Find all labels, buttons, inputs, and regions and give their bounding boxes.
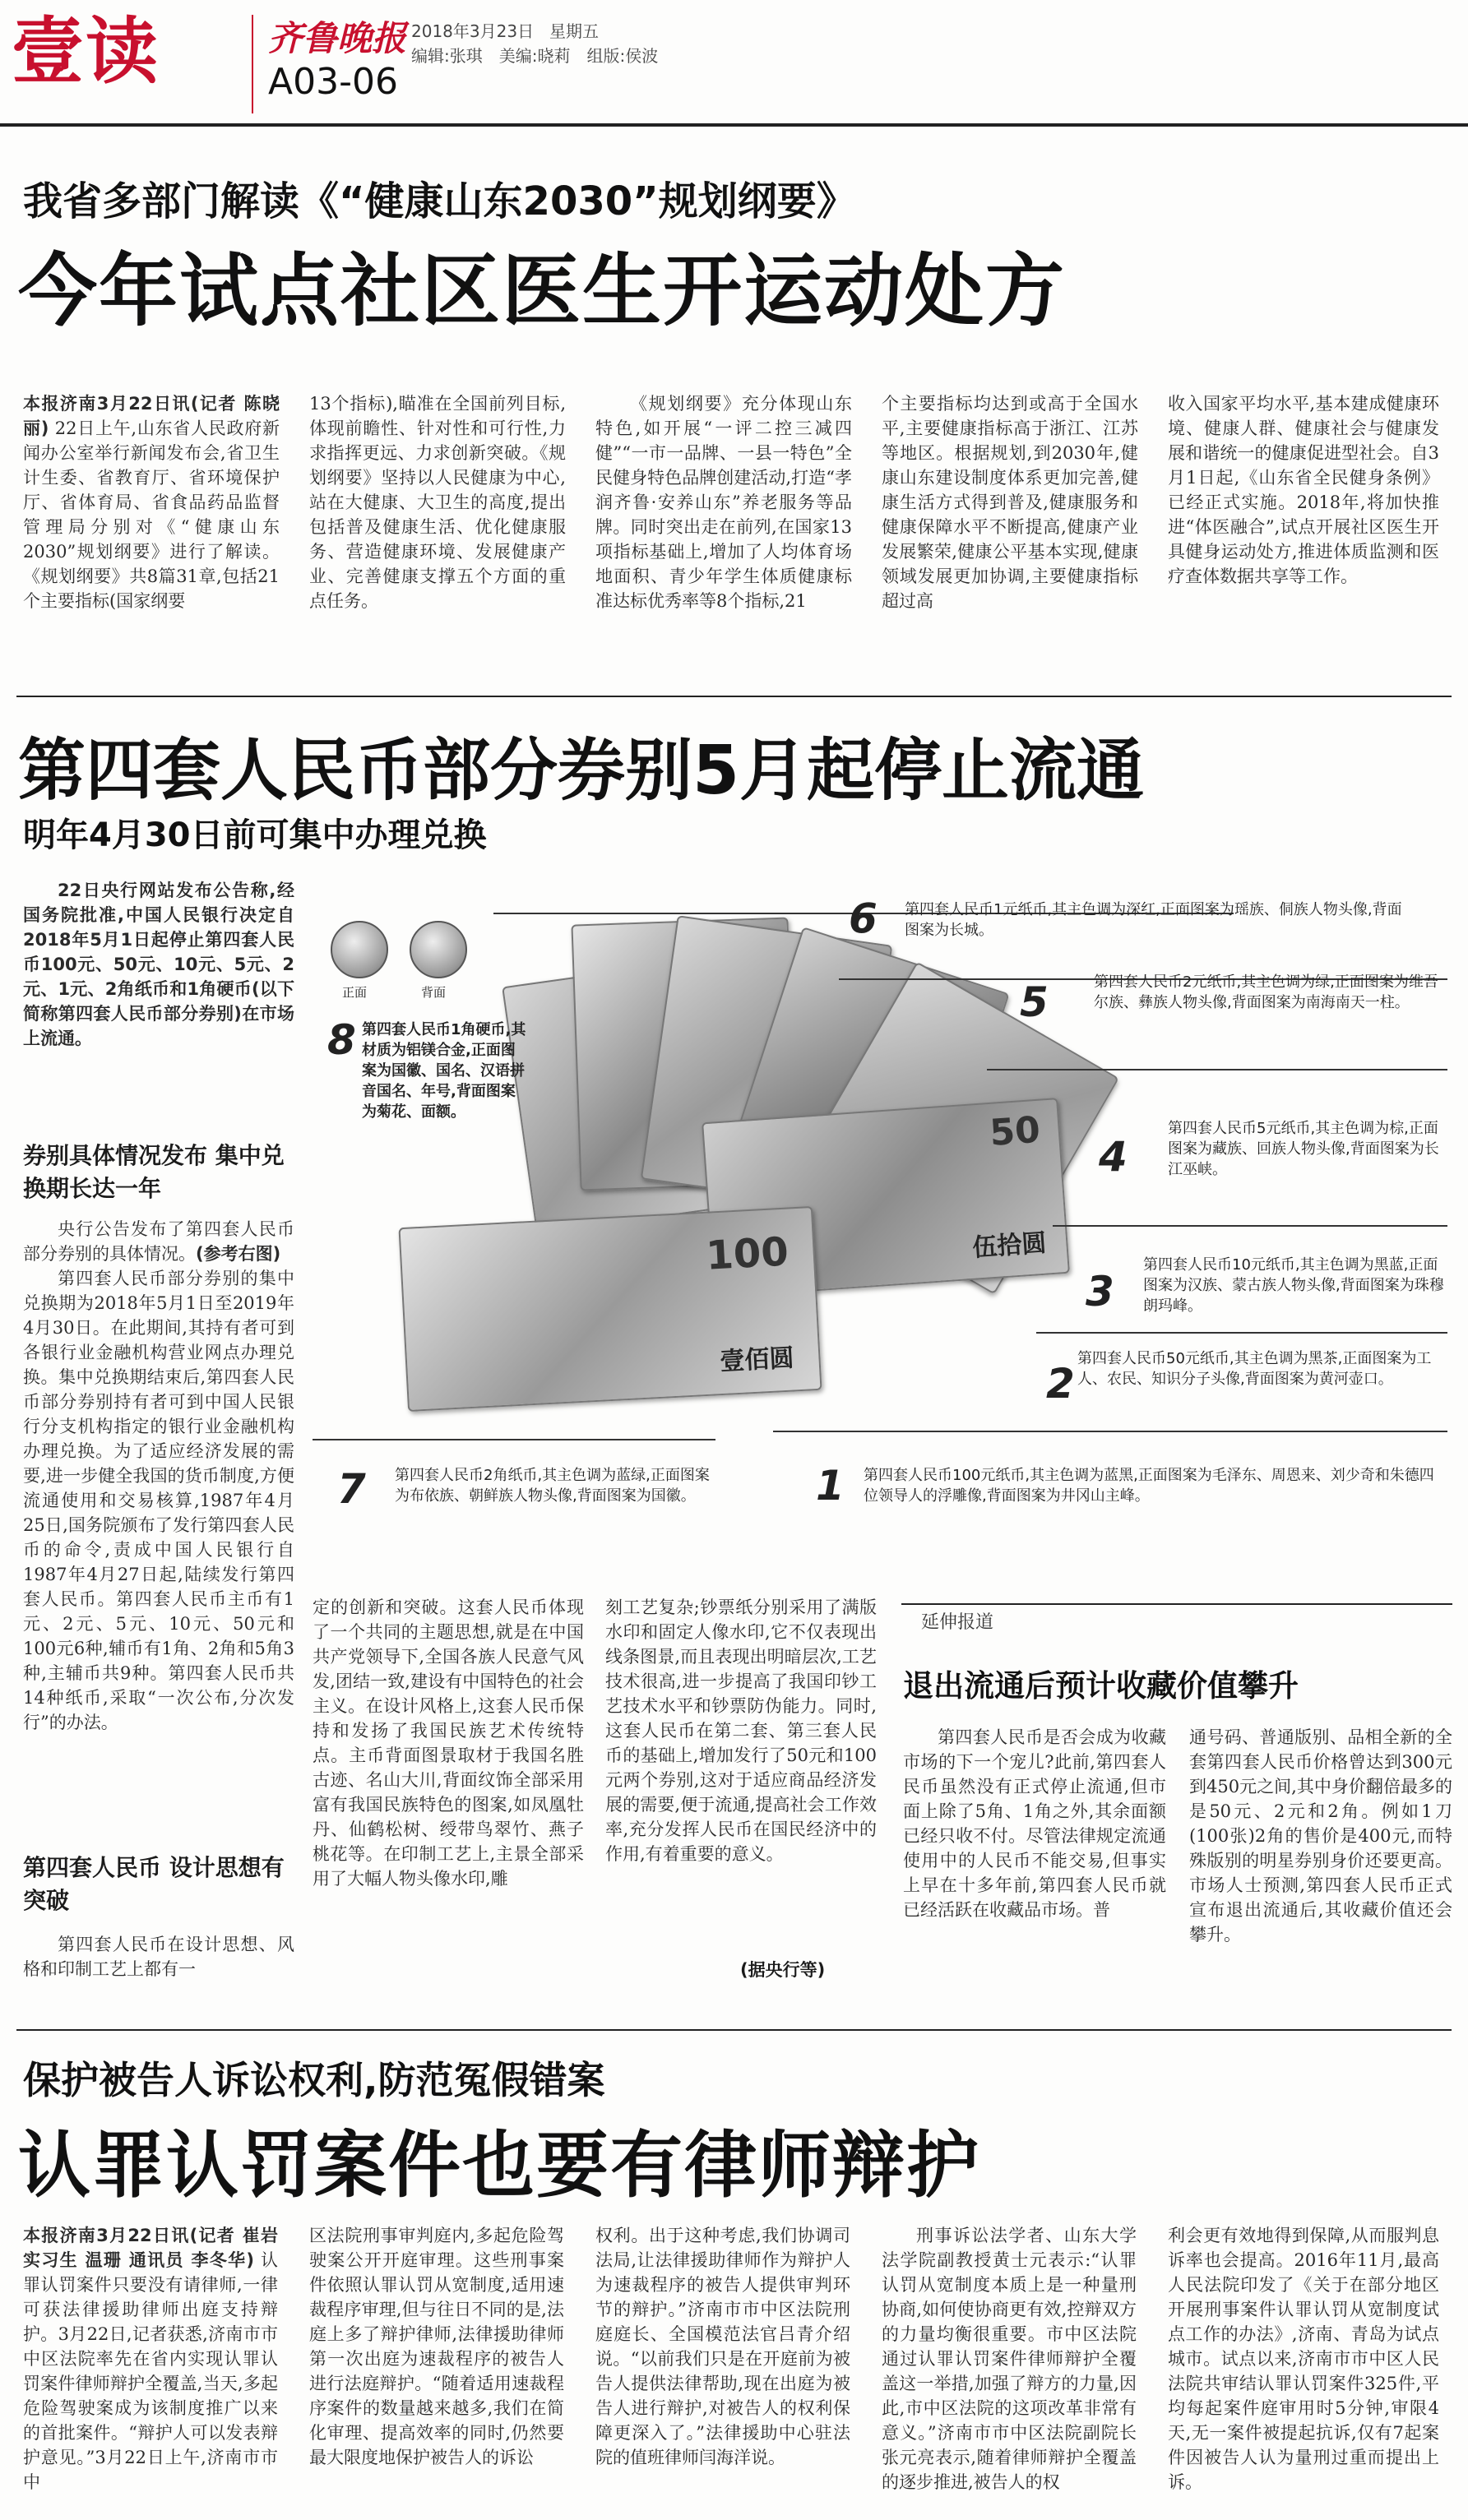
story1-kicker: 我省多部门解读《“健康山东2030”规划纲要》 (23, 178, 856, 224)
callout-line-3 (1053, 1225, 1447, 1227)
story1-col1-text: 22日上午,山东省人民政府新闻办公室举行新闻发布会,省卫生计生委、省教育厅、省环境保护厅、省体育局、省食品药品监督管理局分别对《“健康山东2030”规划纲要》进行了解读。《规划纲要》共8篇31章,包括21个主要指标(国家纲要 (23, 418, 280, 611)
banknote-illustration (313, 872, 1456, 1562)
story1-col3-text: 《规划纲要》充分体现山东特色,如开展“一评二控三减四健”“一市一品牌、一县一特色”全民健身特色品牌创建活动,打造“孝润齐鲁·安养山东”养老服务等品牌。同时突出走在前列,在国家13项指标基础上,增加了人均体育场地面积、青少年学生体质健康标准达标优秀率等8个指标,21 (595, 394, 852, 611)
story3-column-2: 区法院刑事审判庭内,多起危险驾驶案公开开庭审理。这些刑事案件依照认罪认罚从宽制度,适用速裁程序审理,但与往日不同的是,法庭上多了辩护律师,法律援助律师第一次出庭为速裁程序的被告人进行法庭辩护。“随着适用速裁程序案件的数量越来越多,我们在简化审理、提高效率的同时,仍然要最大限度地保护被告人的诉讼 (309, 2226, 564, 2467)
story3-column-3: 权利。出于这种考虑,我们协调司法局,让法律援助律师作为辩护人为速裁程序的被告人提供审判环节的辩护。”济南市市中区法院刑庭庭长、全国模范法官吕青介绍说。“以前我们只是在开庭前为被告人提供法律帮助,现在出庭为被告人进行辩护,对被告人的权利保障更深入了。”法律援助中心驻法院的值班律师闫海洋说。 (595, 2226, 850, 2467)
story3-column-4: 刑事诉讼法学者、山东大学法学院副教授黄士元表示:“认罪认罚从宽制度本质上是一种量刑协商,如何使协商更有效,控辩双方的力量均衡很重要。市中区法院通过认罪认罚案件律师辩护全覆盖这一举措,加强了辩方的力量,因此,市中区法院的这项改革非常有意义。”济南市市中区法院副院长张元亮表示,随着律师辩护全覆盖的逐步推进,被告人的权 (882, 2226, 1137, 2492)
story2-body1c: 第四套人民币部分券别的集中兑换期为2018年5月1日至2019年4月30日。在此期间,其持有者可到各银行业金融机构营业网点办理兑换。集中兑换期结束后,第四套人民币部分券别持有者可到中国人民银行分支机构指定的银行业金融机构办理兑换。为了适应经济发展的需要,进一步健全我国的货币制度,方便流通使用和交易核算,1987年4月25日,国务院颁布了发行第四套人民币的命令,责成中国人民银行自1987年4月27日起,陆续发行第四套人民币。第四套人民币主币有1元、2元、5元、10元、50元和100元6种,辅币有1角、2角和5角3种,主辅币共9种。第四套人民币共14种纸币,采取“一次公布,分次发行”的办法。 (23, 1269, 294, 1732)
callout-line-2 (1036, 1332, 1447, 1334)
story2-column-3: 刻工艺复杂;钞票纸分别采用了满版水印和固定人像水印,它不仅表现出线条图景,而且表现出明暗层次,工艺技术很高,进一步提高了我国印钞工艺技术水平和钞票防伪能力。同时,这套人民币在第二套、第三套人民币的基础上,增加发行了50元和100元两个券别,这对于适应商品经济发展的需要,便于流通,提高社会工作效率,充分发挥人民币在国民经济中的作用,有着重要的意义。 (605, 1598, 877, 1864)
story1-column-5 (1168, 391, 1439, 654)
banknote-100-numeral: 100 (705, 1228, 790, 1279)
note-7: 第四套人民币2角纸币,其主色调为蓝绿,正面图案为布依族、朝鲜族人物头像,背面图案为国徽。 (395, 1467, 710, 1505)
callout-line-1 (773, 1431, 1447, 1432)
story2-bottom-rule (16, 2029, 1452, 2031)
story3-column-5: 利会更有效地得到保障,从而服判息诉率也会提高。2016年11月,最高人民法院印发了《关于在部分地区开展刑事案件认罪认罚从宽制度试点工作的办法》,济南、青岛为试点城市。试点以来,济南市市中区人民法院共审结认罪认罚案件325件,平均每起案件庭审用时5分钟,审限4天,无一案件被提起抗诉,仅有7起案件因被告人认为量刑过重而提出上诉。 (1168, 2226, 1439, 2492)
sidebar-top-rule (901, 1603, 1452, 1605)
story3-byline: 本报济南3月22日讯(记者 崔岩 实习生 温珊 通讯员 李冬华) (23, 2226, 278, 2270)
note-number-6: 6 (849, 895, 878, 942)
coin-label-back: 背面 (421, 985, 447, 1000)
callout-line-4 (987, 1069, 1447, 1070)
banknote-50-text: 伍拾圆 (971, 1228, 1048, 1263)
note-number-5: 5 (1020, 978, 1049, 1026)
sidebar-tag: 延伸报道 (921, 1612, 994, 1633)
note-3: 第四套人民币10元纸币,其主色调为黑蓝,正面图案为汉族、蒙古族人物头像,背面图案为珠穆朗玛峰。 (1143, 1256, 1444, 1315)
note-1: 第四套人民币100元纸币,其主色调为蓝黑,正面图案为毛泽东、周恩来、刘少奇和朱德四位领导人的浮雕像,背面图案为井冈山主峰。 (864, 1467, 1434, 1505)
story1-column-3 (595, 391, 852, 654)
paper-logo: 齐鲁晚报 (268, 18, 407, 58)
story2-column-1-end: 第四套人民币在设计思想、风格和印制工艺上都有一 (23, 1935, 294, 1979)
story3-headline: 认罪认罚案件也要有律师辩护 (18, 2123, 981, 2208)
story1-col4-text: 个主要指标均达到或高于全国水平,主要健康指标高于浙江、江苏等地区。根据规划,到2030年,健康山东建设制度体系更加完善,健康生活方式得到普及,健康服务和健康保障水平不断提高,健康产业发展繁荣,健康公平基本实现,健康领域发展更加协调,主要健康指标超过高 (882, 394, 1138, 611)
note-number-2: 2 (1046, 1360, 1075, 1408)
story3-col1-text: 认罪认罚案件只要没有请律师,一律可获法律援助律师出庭支持辩护。3月22日,记者获悉,济南市市中区法院率先在省内实现认罪认罚案件律师辩护全覆盖,当天,多起危险驾驶案成为该制度推广以来的首批案件。“辩护人可以发表辩护意见。”3月22日上午,济南市市中 (23, 2250, 278, 2492)
story1-byline: 本报济南3月22日讯(记者 陈晓丽) (23, 394, 280, 438)
note-4: 第四套人民币5元纸币,其主色调为棕,正面图案为藏族、回族人物头像,背面图案为长江巫峡。 (1168, 1120, 1439, 1178)
section-title: 壹读 (12, 9, 160, 94)
sidebar-column-1: 第四套人民币是否会成为收藏市场的下一个宠儿?此前,第四套人民币虽然没有正式停止流通,但市面上除了5角、1角之外,其余面额已经只收不付。尽管法律规定流通使用中的人民币不能交易,但事实上早在十多年前,第四套人民币就已经活跃在收藏品市场。普 (903, 1727, 1166, 1920)
banknote-100-text: 壹佰圆 (719, 1343, 795, 1377)
note-5: 第四套人民币2元纸币,其主色调为绿,正面图案为维吾尔族、彝族人物头像,背面图案为南海南天一柱。 (1094, 973, 1438, 1011)
story1-col2-text: 13个指标),瞄准在全国前列目标,体现前瞻性、针对性和可行性,力求指挥更远、力求创新突破。《规划纲要》坚持以人民健康为中心,站在大健康、大卫生的高度,提出包括普及健康生活、优化健康服务、营造健康环境、发展健康产业、完善健康支撑五个方面的重点任务。 (309, 394, 566, 611)
coin-back (410, 921, 467, 978)
story2-subheading-2: 第四套人民币 设计思想有突破 (23, 1854, 285, 1914)
story2-headline: 第四套人民币部分券别5月起停止流通 (18, 732, 1145, 810)
story3-kicker: 保护被告人诉讼权利,防范冤假错案 (23, 2058, 605, 2102)
story2-lead: 22日央行网站发布公告称,经国务院批准,中国人民银行决定自2018年5月1日起停止第四套人民币100元、50元、10元、5元、2元、1元、2角纸币和1角硬币(以下简称第四套人民币部分券别)在市场上流通。 (23, 881, 294, 1048)
sidebar-column-2: 通号码、普通版别、品相全新的全套第四套人民币价格曾达到300元到450元之间,其中身价翻倍最多的是50元、2元和2角。例如1刀(100张)2角的售价是400元,而特殊版别的明星券别身价还要更高。市场人士预测,第四套人民币正式宣布退出流通后,其收藏价值还会攀升。 (1189, 1727, 1452, 1944)
story1-column-2 (309, 391, 566, 654)
masthead-rule (0, 123, 1468, 127)
story1-col5-text: 收入国家平均水平,基本建成健康环境、健康人群、健康社会与健康发展和谐统一的健康促进型社会。自3月1日起,《山东省全民健身条例》已经正式实施。2018年,将加快推进“体医融合”,试点开展社区医生开具健身运动处方,推进体质监测和医疗查体数据共享等工作。 (1168, 394, 1439, 586)
story2-credit: (据央行等) (740, 1960, 826, 1980)
story1-headline: 今年试点社区医生开运动处方 (18, 245, 1066, 337)
story2-column-2: 定的创新和突破。这套人民币体现了一个共同的主题思想,就是在中国共产党领导下,全国各族人民意气风发,团结一致,建设有中国特色的社会主义。在设计风格上,这套人民币保持和发扬了我国民族艺术传统特点。主币背面图景取材于我国名胜古迹、名山大川,背面纹饰全部采用富有我国民族特色的图案,如凤凰牡丹、仙鹤松树、绶带鸟翠竹、燕子桃花等。在印制工艺上,主景全部采用了大幅人物头像水印,雕 (313, 1598, 584, 1889)
coin-front (331, 921, 388, 978)
story2-subhead: 明年4月30日前可集中办理兑换 (23, 816, 487, 854)
issue-date: 2018年3月23日 (411, 21, 535, 41)
banknote-100yuan (398, 1206, 822, 1412)
masthead-divider (252, 15, 253, 113)
note-number-4: 4 (1099, 1133, 1128, 1181)
banknote-50-numeral: 50 (988, 1108, 1042, 1154)
note-8: 第四套人民币1角硬币,其材质为铝镁合金,正面图案为国徽、国名、汉语拼音国名、年号,背面图案为菊花、面额。 (362, 1021, 526, 1121)
page-range: A03-06 (268, 61, 398, 103)
note-6: 第四套人民币1元纸币,其主色调为深红,正面图案为瑶族、侗族人物头像,背面图案为长城。 (905, 901, 1402, 939)
note-number-3: 3 (1086, 1268, 1114, 1315)
story3-column-1 (23, 2223, 278, 2511)
editors-credit: 编辑:张琪 美编:晓莉 组版:侯波 (411, 46, 659, 66)
coin-label-front: 正面 (342, 985, 368, 1000)
story2-body1a: 央行公告发布了第四套人民币部分券别的具体情况。 (23, 1219, 294, 1264)
note-number-7: 7 (337, 1465, 366, 1513)
story1-bottom-rule (16, 696, 1452, 697)
note-2: 第四套人民币50元纸币,其主色调为黑茶,正面图案为工人、农民、知识分子头像,背面图案为黄河壶口。 (1077, 1350, 1432, 1388)
story2-column-1 (23, 1217, 294, 1833)
story2-body1b: (参考右图) (196, 1244, 281, 1264)
story1-column-4 (882, 391, 1138, 654)
note-number-8: 8 (327, 1016, 356, 1064)
story2-subheading-1: 券别具体情况发布 集中兑换期长达一年 (23, 1142, 285, 1202)
issue-weekday: 星期五 (549, 21, 599, 41)
sidebar-headline: 退出流通后预计收藏价值攀升 (903, 1668, 1299, 1704)
callout-line-7 (313, 1439, 715, 1440)
story1-column-1 (23, 391, 280, 654)
note-number-1: 1 (816, 1462, 845, 1510)
